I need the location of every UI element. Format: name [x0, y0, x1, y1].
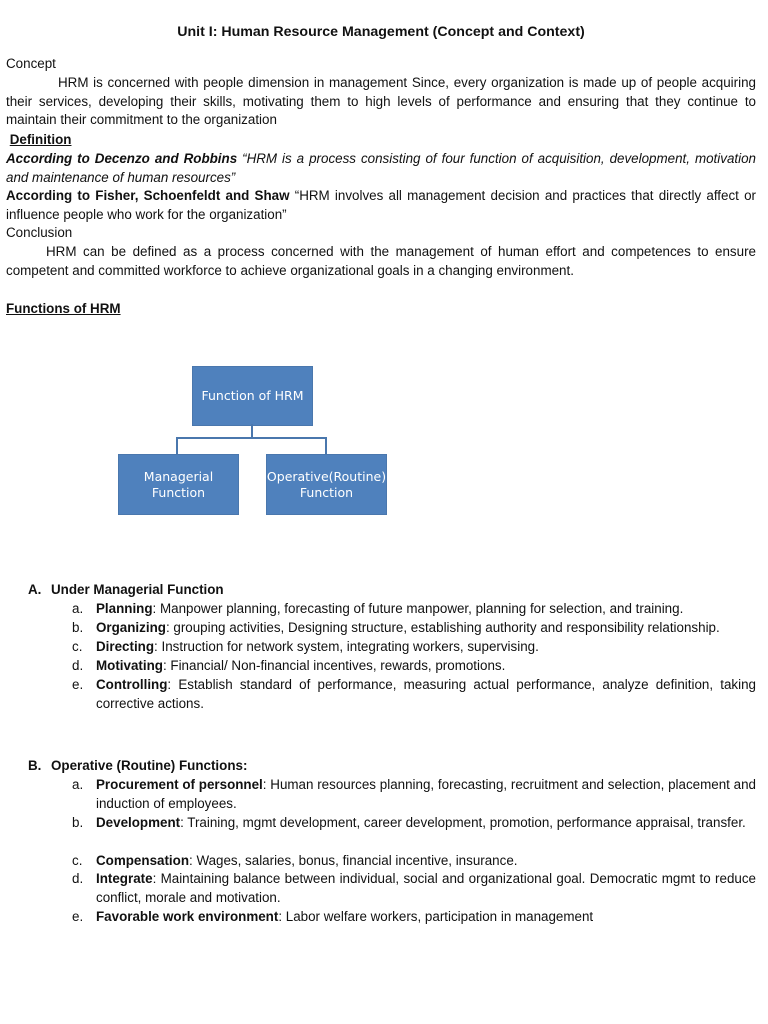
list-term: Organizing [96, 620, 166, 635]
conclusion-heading: Conclusion [6, 225, 73, 240]
functions-heading: Functions of HRM [6, 301, 121, 316]
list-term: Directing [96, 639, 155, 654]
list-text: : Wages, salaries, bonus, financial incentive, insurance. [189, 853, 518, 868]
page-title: Unit I: Human Resource Management (Concept and Context) [177, 24, 585, 40]
definition-heading-text: Definition [9, 132, 72, 147]
section-b-heading [28, 758, 247, 773]
list-marker: e. [72, 677, 84, 692]
diagram-managerial-box [118, 454, 239, 515]
list-term: Compensation [96, 853, 189, 868]
section-b-marker: B. [28, 758, 42, 773]
list-text: : Training, mgmt development, career development, promotion, performance appraisal, transfer. [180, 815, 746, 830]
list-text: : Human resources planning, forecasting, recruitment and selection, placement and induction of employees. [96, 777, 757, 811]
list-marker: c. [72, 853, 83, 868]
list-marker: a. [72, 601, 84, 616]
list-text: : Maintaining balance between individual, social and organizational goal. Democratic mgmt to reduce conflict, morale and motivation. [96, 871, 756, 905]
list-marker: d. [72, 871, 84, 886]
section-a-title: Under Managerial Function [51, 582, 224, 597]
concept-heading: Concept [6, 56, 56, 71]
list-marker: e. [72, 909, 84, 924]
diagram-connector-left [176, 437, 178, 454]
diagram-root-box [192, 366, 313, 426]
conclusion-paragraph: HRM can be defined as a process concerned with the management of human effort and competences to ensure competent and committed workforce to achieve organizational goals in a changing environment. [6, 244, 756, 278]
diagram-root-label: Function of HRM [201, 388, 304, 403]
list-text: : Establish standard of performance, measuring actual performance, analyze definition, taking corrective actions. [96, 677, 756, 711]
list-text: : Manpower planning, forecasting of future manpower, planning for selection, and training. [152, 601, 684, 616]
list-term: Procurement of personnel [96, 777, 263, 792]
definition-heading [6, 131, 756, 150]
list-term: Development [96, 815, 181, 830]
concept-paragraph: HRM is concerned with people dimension in management Since, every organization is made up of people acquiring their services, developing their skills, motivating them to high levels of performance and ensuring that they continue to maintain their commitment to the organization [6, 75, 756, 127]
list-term: Controlling [96, 677, 168, 692]
definition-1 [6, 150, 756, 187]
list-marker: c. [72, 639, 83, 654]
list-marker: b. [72, 815, 84, 830]
section-a-heading [28, 582, 224, 597]
diagram-managerial-line1: Managerial [143, 468, 214, 484]
diagram-operative-label [267, 469, 386, 501]
diagram-operative-line1: Operative(Routine) [266, 468, 387, 484]
list-term: Integrate [96, 871, 153, 886]
definition-2-quote: “HRM involves all management decision and practices that directly affect or influence people who work for the organization” [6, 188, 756, 222]
definition-2 [6, 187, 756, 224]
list-text: : Instruction for network system, integrating workers, supervising. [154, 639, 539, 654]
diagram-managerial-label [144, 469, 213, 501]
diagram-connector-horizontal [176, 437, 327, 439]
definition-1-quote: “HRM is a process consisting of four function of acquisition, development, motivation and maintenance of human resources” [6, 151, 756, 185]
list-term: Favorable work environment [96, 909, 279, 924]
diagram-managerial-line2: Function [151, 484, 206, 500]
list-term: Planning [96, 601, 153, 616]
list-marker: a. [72, 777, 84, 792]
definition-1-author: According to Decenzo and Robbins [6, 151, 238, 166]
diagram-connector-right [325, 437, 327, 454]
list-marker: b. [72, 620, 84, 635]
list-text: : grouping activities, Designing structure, establishing authority and responsibility relationship. [165, 620, 720, 635]
diagram-operative-box [266, 454, 387, 515]
section-b-title: Operative (Routine) Functions: [51, 758, 248, 773]
diagram-connector-vertical [251, 424, 253, 438]
definition-2-author: According to Fisher, Schoenfeldt and Shaw [6, 188, 290, 203]
list-term: Motivating [96, 658, 163, 673]
list-text: : Financial/ Non-financial incentives, rewards, promotions. [162, 658, 506, 673]
section-a-marker: A. [28, 582, 42, 597]
list-marker: d. [72, 658, 84, 673]
list-text: : Labor welfare workers, participation in management [278, 909, 594, 924]
diagram-operative-line2: Function [299, 484, 354, 500]
